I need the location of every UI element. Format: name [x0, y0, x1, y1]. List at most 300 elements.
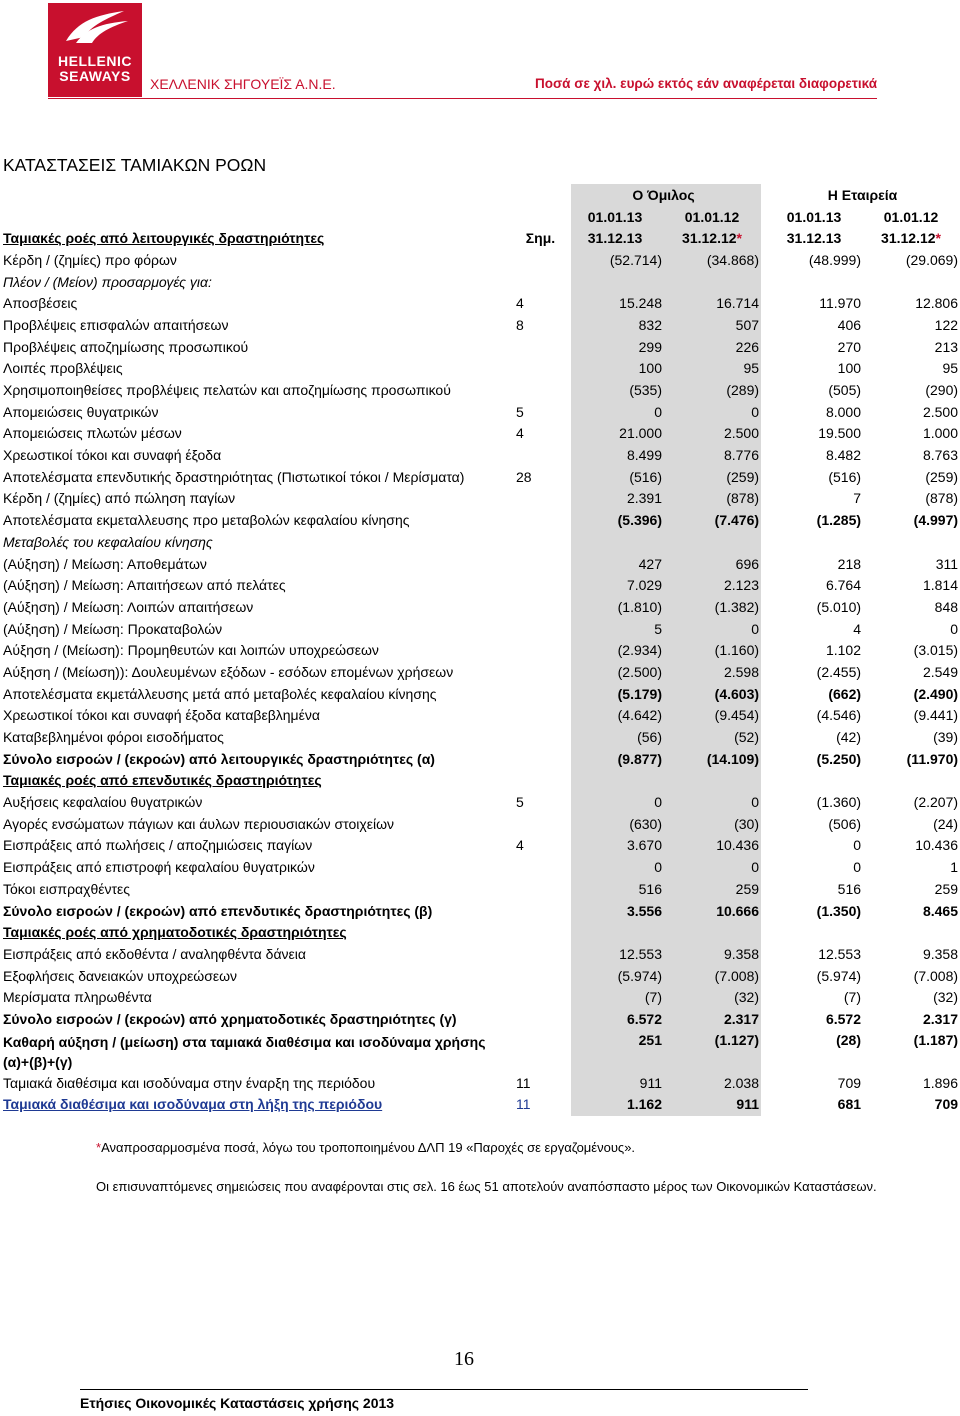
value-col3: (5.974) — [816, 967, 862, 984]
notes-paragraph: Οι επισυναπτόμενες σημειώσεις που αναφέρονται στις σελ. 16 έως 51 αποτελούν αναπόσπαστο μέρος των Οικονομικών Καταστάσεων. — [96, 1179, 877, 1194]
table-row — [3, 1008, 960, 1030]
row-note — [516, 748, 568, 770]
table-row — [3, 943, 960, 965]
section-operating: Ταμιακές ροές από λειτουργικές δραστηριότητες — [3, 230, 325, 247]
value-col1: 8.499 — [626, 447, 662, 464]
value-col4: (7.008) — [913, 967, 959, 984]
value-col4: 95 — [942, 360, 959, 377]
value-col3: (4.546) — [816, 707, 862, 724]
footer-divider — [80, 1389, 808, 1390]
value-col1: 3.556 — [626, 902, 662, 919]
row-label: (Αύξηση) / Μείωση: Λοιπών απαιτήσεων — [3, 598, 254, 615]
value-col4: (259) — [925, 468, 959, 485]
value-col1: 516 — [638, 880, 662, 897]
table-row — [3, 379, 960, 401]
row-note: 5 — [516, 403, 524, 420]
value-col2: (7.008) — [714, 967, 760, 984]
row-label: Αποτελέσματα επενδυτικής δραστηριότητας (Πιστωτικοί τόκοι / Μερίσματα) — [3, 468, 465, 485]
cash-flow-table — [3, 184, 960, 1115]
row-label: Χρεωστικοί τόκοι και συναφή έξοδα καταβεβλημένα — [3, 707, 320, 724]
logo-line1: HELLENIC — [58, 53, 132, 69]
table-row — [3, 878, 960, 900]
row-note — [516, 683, 568, 705]
row-label: Ταμιακά διαθέσιμα και ισοδύναμα στη λήξη της περιόδου — [3, 1096, 383, 1113]
row-label: Μεταβολές του κεφαλαίου κίνησης — [3, 533, 213, 550]
row-label: Πλέον / (Μείον) προσαρμογές για: — [3, 273, 212, 290]
col2-to: 31.12.12* — [682, 230, 742, 247]
value-col3 — [767, 531, 864, 553]
value-col4: (878) — [925, 490, 959, 507]
row-label: Αυξήσεις κεφαλαίου θυγατρικών — [3, 794, 203, 811]
row-label: Σύνολο εισροών / (εκροών) από επενδυτικές δραστηριότητες (β) — [3, 902, 433, 919]
value-col3: 270 — [837, 338, 862, 355]
value-col1 — [568, 271, 665, 293]
row-note — [516, 596, 568, 618]
value-col1: (9.877) — [617, 750, 662, 767]
col1-to: 31.12.13 — [587, 230, 643, 247]
value-col3: (5.250) — [816, 750, 862, 767]
value-col2 — [665, 531, 762, 553]
table-row — [3, 900, 960, 922]
page-title: ΚΑΤΑΣΤΑΣΕΙΣ ΤΑΜΙΑΚΩΝ ΡΟΩΝ — [3, 155, 267, 175]
value-col4: (1.187) — [913, 1031, 959, 1048]
table-row — [3, 1072, 960, 1094]
value-col3: 12.553 — [818, 945, 862, 962]
value-col3: (2.455) — [816, 663, 862, 680]
row-note — [516, 531, 568, 553]
row-label: Λοιπές προβλέψεις — [3, 360, 123, 377]
row-note — [516, 618, 568, 640]
seagull-logo-icon — [48, 3, 142, 53]
value-col3: (516) — [828, 468, 862, 485]
value-col1: 15.248 — [619, 295, 662, 312]
row-note — [516, 639, 568, 661]
value-col2: 911 — [736, 1096, 760, 1113]
value-col1: 832 — [638, 316, 662, 333]
value-col2: 2.123 — [723, 577, 760, 594]
value-col3: 8.482 — [825, 447, 862, 464]
value-col1: 427 — [638, 555, 662, 572]
value-col2 — [665, 770, 762, 792]
value-col2: 8.776 — [723, 447, 760, 464]
value-col2 — [665, 271, 762, 293]
row-note — [516, 770, 568, 792]
value-col3: (1.285) — [816, 512, 862, 529]
value-col3: 681 — [837, 1096, 862, 1113]
value-col2: (9.454) — [714, 707, 760, 724]
row-note — [516, 986, 568, 1008]
table-row — [3, 509, 960, 531]
value-col2: (1.160) — [714, 642, 760, 659]
value-col3: (1.360) — [816, 794, 862, 811]
row-note: 4 — [516, 837, 524, 854]
col4-to: 31.12.12* — [881, 230, 941, 247]
table-row — [3, 531, 960, 553]
row-note — [516, 705, 568, 727]
row-label: Προβλέψεις αποζημίωσης προσωπικού — [3, 338, 249, 355]
value-col4: (290) — [925, 382, 959, 399]
company-logo — [48, 3, 142, 97]
table-row — [3, 705, 960, 727]
value-col4: 848 — [934, 598, 959, 615]
header-row-from — [3, 206, 960, 228]
row-label: Απομειώσεις θυγατρικών — [3, 403, 159, 420]
value-col2: (30) — [734, 815, 760, 832]
value-col1: (2.934) — [617, 642, 662, 659]
value-col4: 1.000 — [922, 425, 959, 442]
table-row — [3, 314, 960, 336]
value-col2: (1.127) — [714, 1031, 760, 1048]
value-col3 — [767, 770, 864, 792]
row-note — [516, 444, 568, 466]
value-col3: 4 — [853, 620, 862, 637]
table-row — [3, 444, 960, 466]
value-col4: 0 — [950, 620, 959, 637]
value-col1: 0 — [654, 859, 662, 876]
table-row — [3, 1094, 960, 1116]
row-label: (Αύξηση) / Μείωση: Αποθεμάτων — [3, 555, 207, 572]
col1-from: 01.01.13 — [587, 208, 643, 225]
restatement-footnote: *Αναπροσαρμοσμένα ποσά, λόγω του τροποποιημένου ΔΛΠ 19 «Παροχές σε εργαζομένους». — [96, 1140, 636, 1155]
row-note — [516, 878, 568, 900]
value-col1: 7.029 — [626, 577, 662, 594]
value-col1: (630) — [629, 815, 662, 832]
group-header: Ο Όμιλος — [632, 186, 695, 203]
row-note — [516, 921, 568, 943]
value-col4: 2.500 — [922, 403, 959, 420]
value-col2: (259) — [726, 468, 760, 485]
value-col4: 2.317 — [922, 1010, 959, 1027]
company-header: Η Εταιρεία — [827, 186, 898, 203]
value-col4: (2.207) — [913, 794, 959, 811]
value-col3: 7 — [853, 490, 862, 507]
page-number: 16 — [454, 1348, 474, 1370]
row-label: Ταμιακά διαθέσιμα και ισοδύναμα στην έναρξη της περιόδου — [3, 1074, 376, 1091]
row-label: (Αύξηση) / Μείωση: Προκαταβολών — [3, 620, 223, 637]
value-col4: 9.358 — [922, 945, 959, 962]
value-col2: 2.500 — [723, 425, 760, 442]
col3-to: 31.12.13 — [786, 230, 842, 247]
row-label: Ταμιακές ροές από χρηματοδοτικές δραστηριότητες — [3, 924, 347, 941]
table-row — [3, 748, 960, 770]
table-row — [3, 596, 960, 618]
row-label: Αγορές ενσώματων πάγιων και άυλων περιουσιακών στοιχείων — [3, 815, 395, 832]
table-row — [3, 358, 960, 380]
value-col4: 12.806 — [915, 295, 959, 312]
table-row — [3, 986, 960, 1008]
table-row — [3, 1030, 960, 1072]
value-col2: 0 — [751, 620, 760, 637]
value-col2: 9.358 — [723, 945, 760, 962]
value-col3: 1.102 — [825, 642, 862, 659]
value-col2: 95 — [743, 360, 760, 377]
value-col4: (9.441) — [913, 707, 959, 724]
row-label: Ταμιακές ροές από επενδυτικές δραστηριότητες — [3, 772, 322, 789]
table-row — [3, 618, 960, 640]
value-col3: 0 — [853, 837, 862, 854]
value-col1: (2.500) — [617, 663, 662, 680]
value-col1: 3.670 — [626, 837, 662, 854]
value-col3: 516 — [837, 880, 862, 897]
row-note: 11 — [516, 1096, 531, 1113]
table-row — [3, 249, 960, 271]
row-note — [516, 271, 568, 293]
value-col2: 0 — [751, 859, 760, 876]
row-label: Αποτελέσματα εκμετάλλευσης μετά από μεταβολές κεφαλαίου κίνησης — [3, 685, 437, 702]
value-col1: 5 — [654, 620, 662, 637]
row-note — [516, 358, 568, 380]
value-col2: (878) — [726, 490, 760, 507]
table-row — [3, 813, 960, 835]
value-col4 — [864, 921, 960, 943]
row-label: Κέρδη / (ζημίες) από πώληση παγίων — [3, 490, 236, 507]
value-col2: (14.109) — [706, 750, 760, 767]
value-col4: 1.896 — [922, 1074, 959, 1091]
value-col4: 8.465 — [922, 902, 959, 919]
value-col1 — [568, 531, 665, 553]
row-note — [516, 856, 568, 878]
table-row — [3, 336, 960, 358]
row-note — [516, 249, 568, 271]
row-note — [516, 813, 568, 835]
value-col1: 1.162 — [626, 1096, 662, 1113]
table-row — [3, 553, 960, 575]
value-col4 — [864, 531, 960, 553]
row-label: Αποτελέσματα εκμεταλλευσης προ μεταβολών κεφαλαίου κίνησης — [3, 512, 410, 529]
row-label: Εισπράξεις από εκδοθέντα / αναληφθέντα δάνεια — [3, 945, 306, 962]
value-col4: (3.015) — [913, 642, 959, 659]
value-col2: 2.038 — [723, 1074, 760, 1091]
table-row — [3, 683, 960, 705]
table-row — [3, 835, 960, 857]
value-col1: 21.000 — [619, 425, 662, 442]
value-col2: (34.868) — [706, 251, 760, 268]
row-note — [516, 488, 568, 510]
value-col2: 507 — [735, 316, 760, 333]
col4-from: 01.01.12 — [883, 208, 939, 225]
table-row — [3, 423, 960, 445]
value-col3: (48.999) — [808, 251, 862, 268]
value-col2: 16.714 — [716, 295, 760, 312]
value-col4: (29.069) — [905, 251, 959, 268]
value-col1: (1.810) — [617, 598, 662, 615]
row-note — [516, 726, 568, 748]
value-col1: 2.391 — [626, 490, 662, 507]
row-label: (Αύξηση) / Μείωση: Απαιτήσεων από πελάτες — [3, 577, 286, 594]
header-row-to — [3, 227, 960, 249]
value-col3: (506) — [828, 815, 862, 832]
value-col4 — [864, 770, 960, 792]
value-col1: 6.572 — [626, 1010, 662, 1027]
table-row — [3, 921, 960, 943]
value-col2: 2.598 — [723, 663, 760, 680]
value-col2: 2.317 — [723, 1010, 760, 1027]
row-note — [516, 661, 568, 683]
header-row-entities — [3, 184, 960, 206]
value-col1: 251 — [638, 1031, 662, 1048]
value-col4: 709 — [934, 1096, 959, 1113]
value-col4: 2.549 — [922, 663, 959, 680]
value-col3: (42) — [836, 729, 862, 746]
value-col1: (5.179) — [617, 685, 662, 702]
value-col3: 6.572 — [825, 1010, 862, 1027]
value-col3: 218 — [837, 555, 862, 572]
table-row — [3, 770, 960, 792]
value-col2: 10.666 — [716, 902, 760, 919]
row-note: 5 — [516, 794, 524, 811]
col2-from: 01.01.12 — [684, 208, 740, 225]
table-row — [3, 401, 960, 423]
value-col2: 259 — [735, 880, 760, 897]
row-label: Αποσβέσεις — [3, 295, 78, 312]
value-col1: (535) — [629, 382, 662, 399]
value-col2: 0 — [751, 794, 760, 811]
row-note: 28 — [516, 468, 532, 485]
row-label: Χρησιμοποιηθείσες προβλέψεις πελατών και αποζημίωσης προσωπικού — [3, 382, 451, 399]
value-col3: (7) — [843, 989, 862, 1006]
value-col4: 1 — [950, 859, 959, 876]
table-row — [3, 791, 960, 813]
table-row — [3, 466, 960, 488]
row-note — [516, 553, 568, 575]
value-col4: (4.997) — [913, 512, 959, 529]
value-col1: (56) — [637, 729, 662, 746]
value-col2: (32) — [734, 989, 760, 1006]
table-row — [3, 661, 960, 683]
value-col3: 6.764 — [825, 577, 862, 594]
table-row — [3, 965, 960, 987]
value-col1: (52.714) — [609, 251, 662, 268]
value-col3: (5.010) — [816, 598, 862, 615]
value-col2: (1.382) — [714, 598, 760, 615]
value-col2 — [665, 921, 762, 943]
value-col1: 12.553 — [619, 945, 662, 962]
row-label: Αύξηση / (Μείωση): Προμηθευτών και λοιπών υποχρεώσεων — [3, 642, 379, 659]
row-note — [516, 1030, 568, 1072]
value-col1: 100 — [638, 360, 662, 377]
value-col4: 213 — [934, 338, 959, 355]
value-col2: (4.603) — [714, 685, 760, 702]
value-col3: 8.000 — [825, 403, 862, 420]
row-label: Χρεωστικοί τόκοι και συναφή έξοδα — [3, 447, 222, 464]
row-label: Προβλέψεις επισφαλών απαιτήσεων — [3, 316, 229, 333]
row-label: Σύνολο εισροών / (εκροών) από λειτουργικές δραστηριότητες (α) — [3, 750, 435, 767]
value-col3: 100 — [837, 360, 862, 377]
value-col2: (289) — [726, 382, 760, 399]
value-col3: 19.500 — [818, 425, 862, 442]
company-name: ΧΕΛΛΕΝΙΚ ΣΗΓΟΥΕΪΣ Α.Ν.Ε. — [150, 76, 336, 92]
row-note: 8 — [516, 316, 524, 333]
value-col2: 10.436 — [716, 837, 760, 854]
row-label: Μερίσματα πληρωθέντα — [3, 989, 152, 1006]
table-row — [3, 856, 960, 878]
value-col4: 10.436 — [915, 837, 959, 854]
value-col4: (11.970) — [906, 750, 959, 767]
value-col3: 11.970 — [819, 295, 862, 312]
value-col4: (39) — [933, 729, 959, 746]
value-col3 — [767, 271, 864, 293]
row-note: 4 — [516, 425, 524, 442]
value-col2: (7.476) — [714, 512, 760, 529]
value-col4: (32) — [933, 989, 959, 1006]
row-label: Καθαρή αύξηση / (μείωση) στα ταμιακά διαθέσιμα και ισοδύναμα χρήσης (α)+(β)+(γ) — [3, 1033, 486, 1070]
value-col4: 259 — [934, 880, 959, 897]
row-note — [516, 379, 568, 401]
value-col1: 911 — [639, 1074, 662, 1091]
row-note — [516, 943, 568, 965]
row-label: Εξοφλήσεις δανειακών υποχρεώσεων — [3, 967, 238, 984]
row-note — [516, 574, 568, 596]
row-note: 11 — [516, 1074, 531, 1091]
value-col1: 0 — [654, 403, 662, 420]
value-col1: (516) — [629, 468, 662, 485]
row-note — [516, 1008, 568, 1030]
value-col4: 8.763 — [922, 447, 959, 464]
value-col4: 311 — [935, 555, 959, 572]
row-note — [516, 965, 568, 987]
header-divider — [48, 98, 877, 99]
value-col3: 0 — [853, 859, 862, 876]
value-col1: (5.974) — [617, 967, 662, 984]
row-label: Εισπράξεις από επιστροφή κεφαλαίου θυγατρικών — [3, 859, 315, 876]
value-col2: 0 — [751, 403, 760, 420]
row-note — [516, 900, 568, 922]
value-col1 — [568, 770, 665, 792]
value-col2: 696 — [735, 555, 760, 572]
table-row — [3, 726, 960, 748]
value-col4: (2.490) — [913, 685, 959, 702]
col3-from: 01.01.13 — [786, 208, 842, 225]
value-col3: 709 — [837, 1074, 862, 1091]
value-col2: (52) — [734, 729, 760, 746]
row-label: Αύξηση / (Μείωση)): Δουλευμένων εξόδων - εσόδων επομένων χρήσεων — [3, 663, 454, 680]
value-col3: (28) — [836, 1031, 862, 1048]
value-col4: 1.814 — [922, 577, 959, 594]
value-col2: 226 — [735, 338, 760, 355]
value-col1: (5.396) — [617, 512, 662, 529]
row-label: Καταβεβλημένοι φόροι εισοδήματος — [3, 729, 224, 746]
row-note: 4 — [516, 295, 524, 312]
table-row — [3, 292, 960, 314]
value-col1: 299 — [638, 338, 662, 355]
value-col4: 122 — [934, 316, 959, 333]
row-note — [516, 336, 568, 358]
value-col3 — [767, 921, 864, 943]
value-col3: (662) — [828, 685, 862, 702]
table-row — [3, 639, 960, 661]
row-note — [516, 509, 568, 531]
value-col1: (7) — [644, 989, 662, 1006]
row-label: Σύνολο εισροών / (εκροών) από χρηματοδοτικές δραστηριότητες (γ) — [3, 1010, 457, 1027]
table-row — [3, 574, 960, 596]
footer-text: Ετήσιες Οικονομικές Καταστάσεις χρήσης 2013 — [80, 1395, 395, 1411]
table-row — [3, 488, 960, 510]
value-col1 — [568, 921, 665, 943]
value-col3: (505) — [828, 382, 862, 399]
value-col1: (4.642) — [617, 707, 662, 724]
row-label: Τόκοι εισπραχθέντες — [3, 880, 131, 897]
row-label: Κέρδη / (ζημίες) προ φόρων — [3, 251, 177, 268]
value-col4: (24) — [933, 815, 959, 832]
value-col4 — [864, 271, 960, 293]
amounts-note: Ποσά σε χιλ. ευρώ εκτός εάν αναφέρεται διαφορετικά — [534, 76, 877, 91]
note-header: Σημ. — [525, 230, 556, 247]
value-col3: 406 — [837, 316, 862, 333]
value-col3: (1.350) — [816, 902, 862, 919]
logo-line2: SEAWAYS — [59, 68, 131, 84]
table-row — [3, 271, 960, 293]
value-col1: 0 — [654, 794, 662, 811]
